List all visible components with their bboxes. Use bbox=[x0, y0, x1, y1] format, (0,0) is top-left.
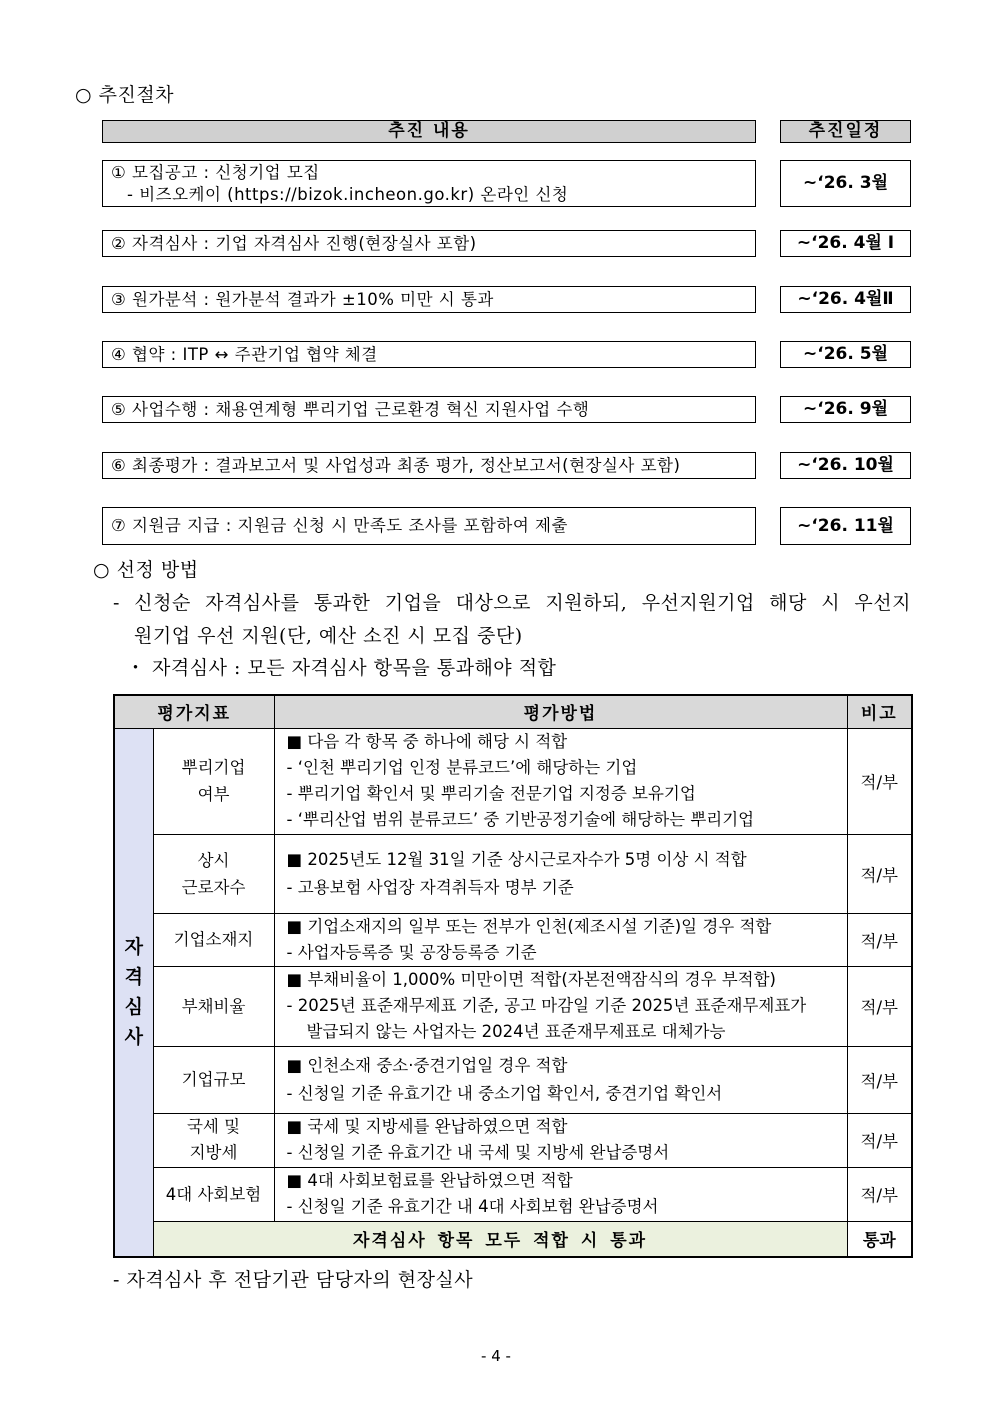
indicator-cell: 기업소재지 bbox=[153, 913, 274, 966]
table-row bbox=[114, 1046, 912, 1113]
footer-note: - 자격심사 후 전담기관 담당자의 현장실사 bbox=[113, 1269, 474, 1291]
evaluation-table bbox=[113, 694, 913, 1258]
method-line: ■ 부채비율이 1,000% 미만이면 적합(자본전액잠식의 경우 부적합) bbox=[286, 970, 776, 989]
table-row bbox=[114, 834, 912, 913]
step-6-content bbox=[102, 452, 756, 479]
step-2-title: ② 자격심사 : 기업 자격심사 진행(현장실사 포함) bbox=[111, 234, 477, 253]
note-cell: 적/부 bbox=[847, 834, 912, 913]
selection-paragraph-line-2: 원기업 우선 지원(단, 예산 소진 시 모집 중단) bbox=[134, 625, 523, 647]
table-row bbox=[114, 966, 912, 1046]
method-line-continued: 발급되지 않는 사업자는 2024년 표준재무제표로 대체가능 bbox=[306, 1022, 726, 1041]
method-line: - 신청일 기준 유효기간 내 중소기업 확인서, 중견기업 확인서 bbox=[286, 1083, 723, 1103]
note-cell: 적/부 bbox=[847, 1167, 912, 1221]
table-row bbox=[114, 728, 912, 834]
method-line: - 고용보험 사업장 자격취득자 명부 기준 bbox=[286, 877, 574, 897]
indicator-cell: 국세 및 지방세 bbox=[153, 1113, 274, 1167]
step-2-content bbox=[102, 230, 756, 257]
method-cell bbox=[274, 1167, 847, 1221]
step-4-content bbox=[102, 341, 756, 368]
page-number: - 4 - bbox=[481, 1347, 511, 1365]
method-line: ■ 인천소재 중소·중견기업일 경우 적합 bbox=[286, 1055, 568, 1075]
procedure-header-content: 추진 내용 bbox=[102, 120, 756, 143]
step-5-content bbox=[102, 396, 756, 423]
table-row bbox=[114, 1113, 912, 1167]
procedure-heading: ○ 추진절차 bbox=[75, 84, 175, 106]
summary-note: 통과 bbox=[847, 1221, 912, 1257]
step-4-schedule: ~‘26. 5월 bbox=[780, 341, 911, 368]
step-3-schedule: ~‘26. 4월Ⅱ bbox=[780, 286, 911, 313]
method-line: - 사업자등록증 및 공장등록증 기준 bbox=[286, 942, 537, 962]
step-5-title: ⑤ 사업수행 : 채용연계형 뿌리기업 근로환경 혁신 지원사업 수행 bbox=[111, 400, 590, 419]
selection-paragraph-line-1: - 신청순 자격심사를 통과한 기업을 대상으로 지원하되, 우선지원기업 해당 시 우선지 bbox=[113, 592, 911, 614]
step-1-schedule: ~‘26. 3월 bbox=[780, 160, 911, 207]
header-note: 비고 bbox=[847, 695, 912, 728]
method-line: ■ 국세 및 지방세를 완납하였으면 적합 bbox=[286, 1117, 568, 1136]
selection-sub-item: ・ 자격심사 : 모든 자격심사 항목을 통과해야 적합 bbox=[126, 657, 557, 679]
step-1-content bbox=[102, 160, 756, 207]
method-line: - ‘뿌리산업 범위 분류코드’ 중 기반공정기술에 해당하는 뿌리기업 bbox=[286, 810, 755, 829]
method-line: ■ 기업소재지의 일부 또는 전부가 인천(제조시설 기준)일 경우 적합 bbox=[286, 916, 772, 936]
method-line: ■ 다음 각 항목 중 하나에 해당 시 적합 bbox=[286, 732, 568, 751]
method-line: - ‘인천 뿌리기업 인정 분류코드’에 해당하는 기업 bbox=[286, 758, 638, 777]
method-line: - 신청일 기준 유효기간 내 국세 및 지방세 완납증명서 bbox=[286, 1143, 670, 1162]
indicator-cell: 상시 근로자수 bbox=[153, 834, 274, 913]
step-7-title: ⑦ 지원금 지급 : 지원금 신청 시 만족도 조사를 포함하여 제출 bbox=[111, 516, 568, 535]
note-cell: 적/부 bbox=[847, 1113, 912, 1167]
note-cell: 적/부 bbox=[847, 913, 912, 966]
group-label: 자격심사 bbox=[124, 936, 143, 1049]
step-7-content bbox=[102, 507, 756, 545]
method-cell bbox=[274, 834, 847, 913]
indicator-cell: 부채비율 bbox=[153, 966, 274, 1046]
step-3-content bbox=[102, 286, 756, 313]
method-cell bbox=[274, 966, 847, 1046]
method-cell bbox=[274, 1046, 847, 1113]
group-cell bbox=[114, 728, 153, 1257]
header-method: 평가방법 bbox=[274, 695, 847, 728]
step-6-schedule: ~‘26. 10월 bbox=[780, 452, 911, 479]
step-6-title: ⑥ 최종평가 : 결과보고서 및 사업성과 최종 평가, 정산보고서(현장실사 포함) bbox=[111, 456, 681, 475]
summary-label: 자격심사 항목 모두 적합 시 통과 bbox=[153, 1221, 847, 1257]
table-row bbox=[114, 1167, 912, 1221]
summary-row bbox=[114, 1221, 912, 1257]
note-cell: 적/부 bbox=[847, 728, 912, 834]
step-4-title: ④ 협약 : ITP ↔ 주관기업 협약 체결 bbox=[111, 345, 378, 364]
method-line: ■ 2025년도 12월 31일 기준 상시근로자수가 5명 이상 시 적합 bbox=[286, 849, 747, 869]
note-cell: 적/부 bbox=[847, 966, 912, 1046]
method-line: - 신청일 기준 유효기간 내 4대 사회보험 완납증명서 bbox=[286, 1197, 659, 1216]
method-cell bbox=[274, 913, 847, 966]
method-line: - 뿌리기업 확인서 및 뿌리기술 전문기업 지정증 보유기업 bbox=[286, 784, 696, 803]
selection-heading: ○ 선정 방법 bbox=[93, 559, 199, 581]
table-row bbox=[114, 913, 912, 966]
step-1-detail: - 비즈오케이 (https://bizok.incheon.go.kr) 온라인 신청 bbox=[127, 185, 569, 204]
step-7-schedule: ~‘26. 11월 bbox=[780, 507, 911, 545]
note-cell: 적/부 bbox=[847, 1046, 912, 1113]
indicator-cell: 뿌리기업 여부 bbox=[153, 728, 274, 834]
method-cell bbox=[274, 1113, 847, 1167]
procedure-header-schedule: 추진일정 bbox=[780, 120, 911, 143]
step-1-title: ① 모집공고 : 신청기업 모집 bbox=[111, 163, 320, 182]
step-3-title: ③ 원가분석 : 원가분석 결과가 ±10% 미만 시 통과 bbox=[111, 290, 494, 309]
step-2-schedule: ~‘26. 4월 Ⅰ bbox=[780, 230, 911, 257]
indicator-cell: 기업규모 bbox=[153, 1046, 274, 1113]
method-line: ■ 4대 사회보험료를 완납하였으면 적합 bbox=[286, 1171, 573, 1190]
method-line: - 2025년 표준재무제표 기준, 공고 마감일 기준 2025년 표준재무제표가 bbox=[286, 996, 807, 1015]
step-5-schedule: ~‘26. 9월 bbox=[780, 396, 911, 423]
method-cell bbox=[274, 728, 847, 834]
header-indicator: 평가지표 bbox=[114, 695, 274, 728]
table-header-row bbox=[114, 695, 912, 728]
indicator-cell: 4대 사회보험 bbox=[153, 1167, 274, 1221]
